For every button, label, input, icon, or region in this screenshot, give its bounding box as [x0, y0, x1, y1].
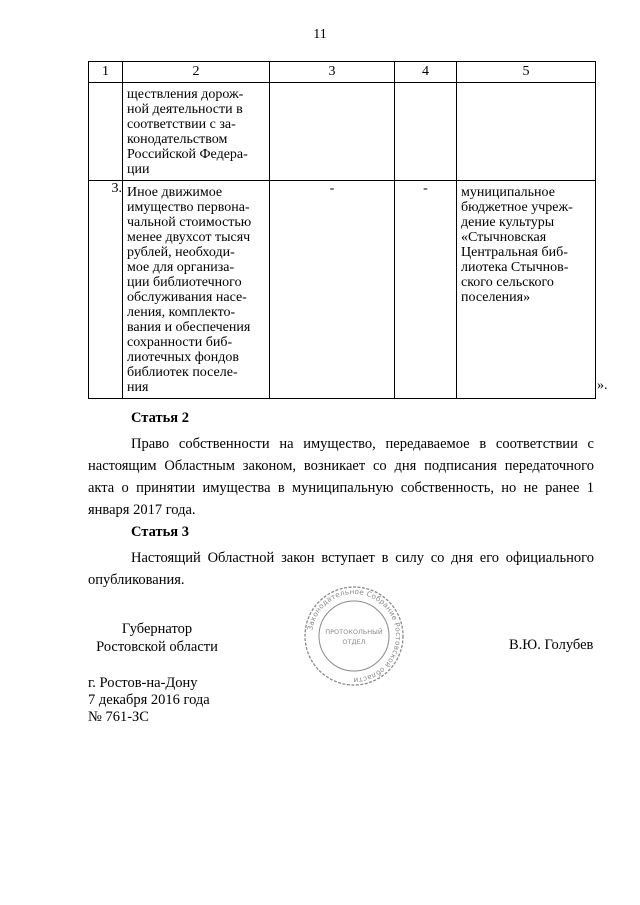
text-line: менее двухсот тысяч: [127, 230, 251, 245]
text-line: ществления дорож-: [127, 87, 244, 102]
text-line: библиотек поселе-: [127, 365, 238, 380]
text-line: ции: [127, 162, 150, 177]
city: г. Ростов-на-Дону: [88, 675, 198, 691]
governor-name: В.Ю. Голубев: [509, 637, 594, 653]
official-seal: [303, 585, 405, 687]
text-line: бюджетное учреж-: [461, 200, 573, 215]
text-line: ции библиотечного: [127, 275, 242, 290]
closing-quote: ».: [597, 378, 608, 393]
text-line: чальной стоимостью: [127, 215, 252, 230]
seal-center-line: ОТДЕЛ: [342, 638, 366, 646]
text-line: Центральная биб-: [461, 245, 568, 260]
page-number: 11: [313, 27, 327, 42]
table-cell: [89, 83, 123, 181]
text-line: конодательством: [127, 132, 228, 147]
governor-title-line: Ростовской области: [96, 639, 218, 655]
text-line: мое для организа-: [127, 260, 235, 275]
column-header: 4: [395, 62, 457, 83]
table-cell: [270, 83, 395, 181]
table-row: [89, 181, 596, 399]
table-cell-description: [123, 181, 270, 399]
text-line: сохранности биб-: [127, 335, 233, 350]
column-header: 1: [89, 62, 123, 83]
text-line: лиотека Стычнов-: [461, 260, 569, 275]
seal-ring-text: Законодательное Собрание Ростовской области: [305, 586, 404, 686]
table-cell: [395, 83, 457, 181]
text-line: ского сельского: [461, 275, 554, 290]
governor-title-line: Губернатор: [121, 621, 193, 637]
place-and-date: [88, 675, 210, 726]
text-line: вания и обеспечения: [127, 320, 251, 335]
text-line: дение культуры: [461, 215, 555, 230]
law-number: № 761-ЗС: [88, 709, 149, 725]
table-cell-recipient: [457, 181, 596, 399]
text-line: ления, комплекто-: [127, 305, 236, 320]
text-line: «Стычновская: [461, 230, 547, 245]
article-2-heading: Статья 2: [131, 410, 189, 426]
column-header: 3: [270, 62, 395, 83]
governor-title: [93, 620, 221, 656]
text-line: Российской Федера-: [127, 147, 248, 162]
text-line: лиотечных фондов: [127, 350, 240, 365]
table-cell-description: [123, 83, 270, 181]
text-line: имущество первона-: [127, 200, 250, 215]
text-line: Иное движимое: [127, 185, 223, 200]
table-header-row: [89, 62, 596, 83]
text-line: муниципальное: [461, 185, 555, 200]
column-header: 5: [457, 62, 596, 83]
article-3-text: Настоящий Областной закон вступает в силу со дня его официального опубликования.: [88, 550, 594, 588]
row-number: 3.: [89, 181, 123, 399]
table-cell-dash: -: [395, 181, 457, 399]
seal-center-line: ПРОТОКОЛЬНЫЙ: [325, 628, 383, 636]
table-cell: [457, 83, 596, 181]
text-line: поселения»: [461, 290, 531, 305]
text-line: соответствии с за-: [127, 117, 236, 132]
article-2-text: Право собственности на имущество, передаваемое в соответствии с настоящим Областным законом, возникает со дня подписания передаточного акта о принятии имущества в муниципальную собственность, но не ранее 1 января 2017 года.: [88, 436, 594, 518]
date: 7 декабря 2016 года: [88, 692, 210, 708]
text-line: обслуживания насе-: [127, 290, 247, 305]
table-cell-dash: -: [270, 181, 395, 399]
table-row: [89, 83, 596, 181]
text-line: рублей, необходи-: [127, 245, 235, 260]
property-table: [88, 61, 596, 399]
text-line: ния: [127, 380, 149, 395]
article-3-heading: Статья 3: [131, 524, 189, 540]
text-line: ной деятельности в: [127, 102, 243, 117]
column-header: 2: [123, 62, 270, 83]
